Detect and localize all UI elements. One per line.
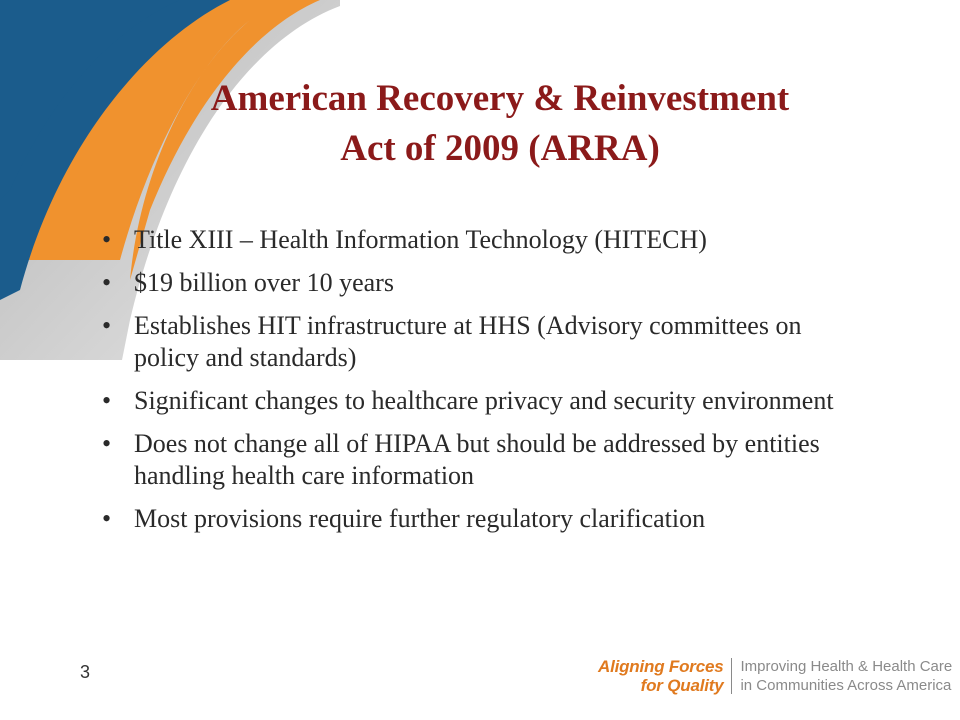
bullet-dot: •	[102, 225, 112, 254]
slide-title	[150, 74, 850, 174]
bullet-dot: •	[102, 386, 112, 415]
bullet-dot: •	[102, 311, 112, 340]
footer-logo	[598, 656, 952, 696]
bullet-text: Title XIII – Health Information Technology (HITECH)	[134, 225, 707, 254]
bullet-item	[96, 503, 866, 535]
logo-divider	[731, 658, 732, 694]
title-line-1: American Recovery & Reinvestment	[210, 78, 790, 119]
logo-tagline	[740, 657, 952, 695]
bullet-item	[96, 428, 866, 492]
bullet-dot: •	[102, 504, 112, 533]
bullet-dot: •	[102, 429, 112, 458]
tagline-line-1: Improving Health & Health Care	[740, 658, 953, 675]
logo-line-2: for Quality	[640, 676, 724, 695]
page-number: 3	[80, 662, 91, 682]
bullet-dot: •	[102, 268, 112, 297]
bullet-text: $19 billion over 10 years	[134, 268, 394, 297]
bullet-item	[96, 267, 866, 299]
bullet-text: Most provisions require further regulatory clarification	[134, 504, 706, 533]
bullet-item	[96, 385, 866, 417]
tagline-line-2: in Communities Across America	[740, 677, 952, 694]
logo-wordmark	[598, 657, 723, 695]
logo-line-1: Aligning Forces	[598, 657, 724, 676]
bullet-item	[96, 310, 866, 374]
bullet-item	[96, 224, 866, 256]
bullet-text: Establishes HIT infrastructure at HHS (Advisory committees on policy and standards)	[134, 311, 802, 372]
bullet-text: Does not change all of HIPAA but should be addressed by entities handling health care information	[134, 429, 820, 490]
title-line-2: Act of 2009 (ARRA)	[340, 128, 660, 169]
bullet-text: Significant changes to healthcare privacy and security environment	[134, 386, 834, 415]
bullet-list	[96, 224, 866, 546]
